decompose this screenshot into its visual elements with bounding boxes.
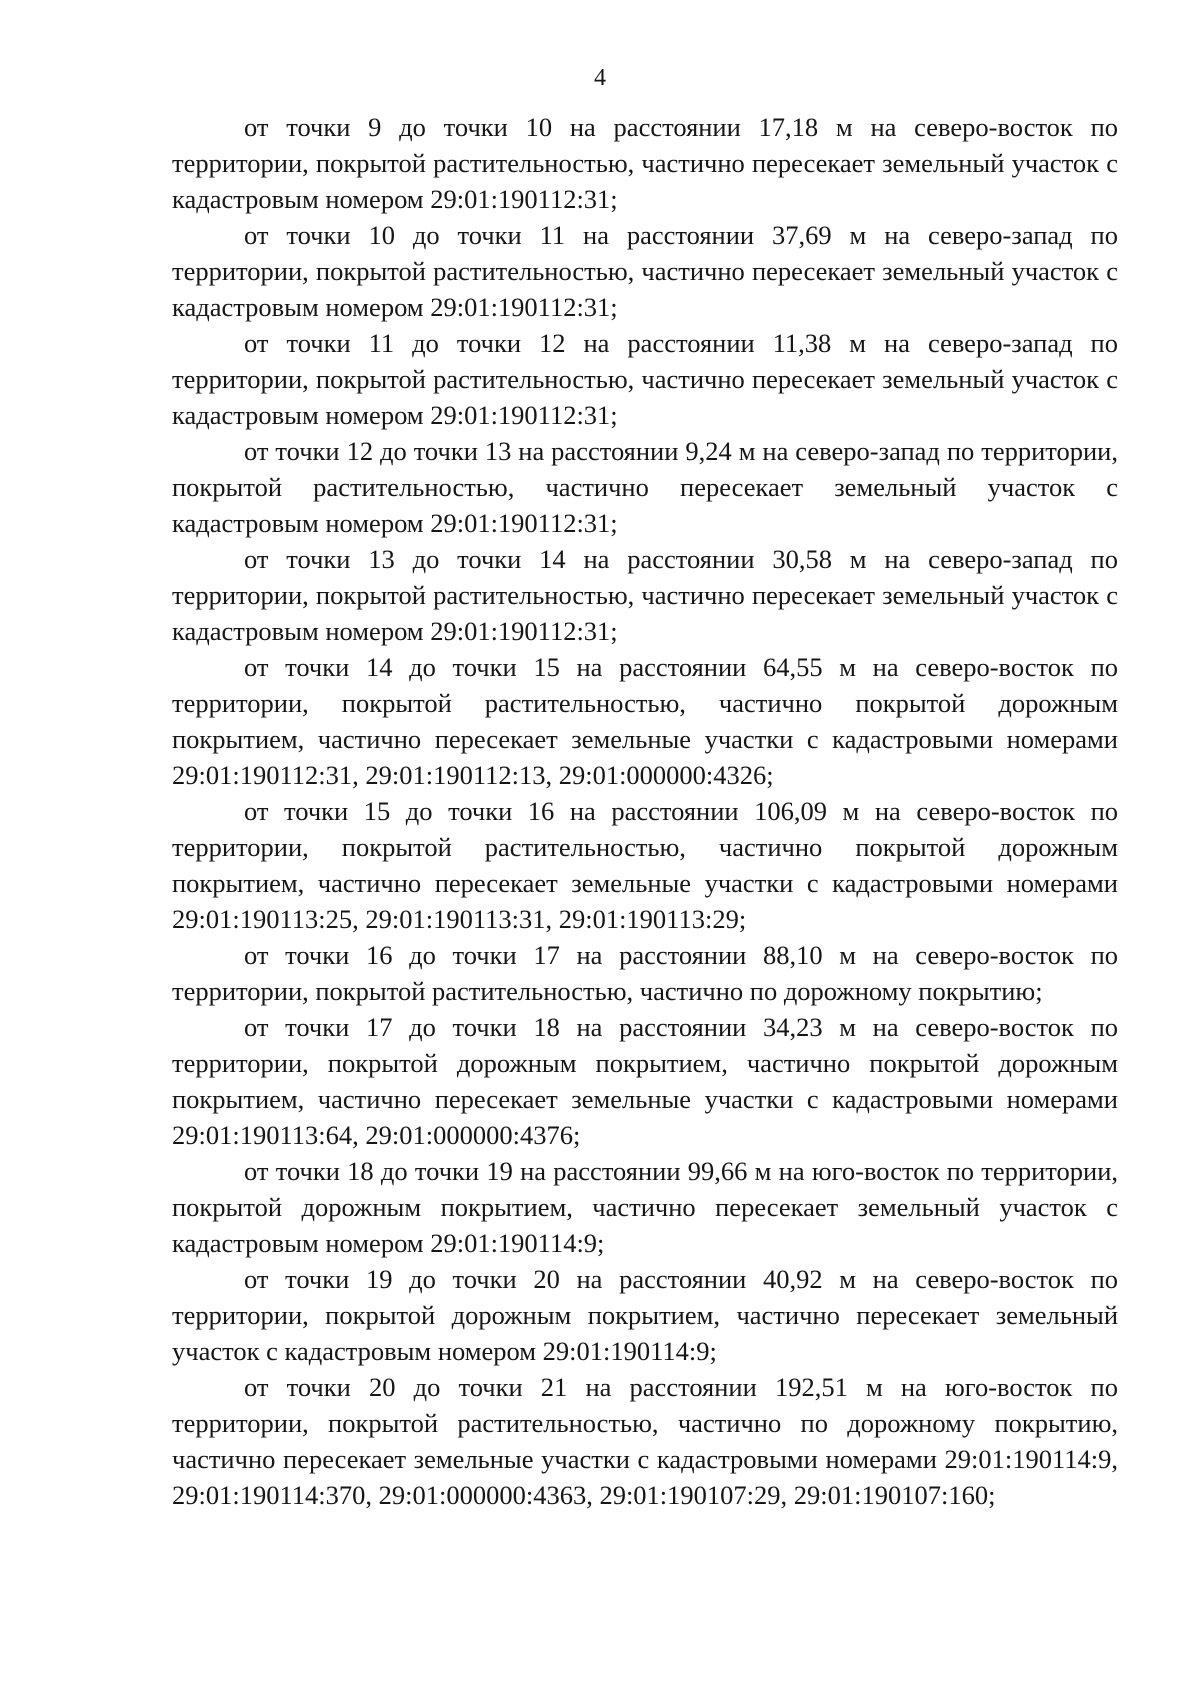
page-number: 4 — [594, 65, 606, 91]
paragraph-segment-20-21: от точки 20 до точки 21 на расстоянии 192,51 м на юго-восток по территории, покрытой растительностью, частично по дорожному покрытию, частично пересекает земельные участки с кадастровыми номерами 29:01:190114:9, 29:01:190114:370, 29:01:000000:4363, 29:01:190107:29, 29:01:190107:160; — [172, 1372, 1118, 1510]
paragraph-segment-17-18: от точки 17 до точки 18 на расстоянии 34,23 м на северо-восток по территории, покрытой дорожным покрытием, частично покрытой дорожным покрытием, частично пересекает земельные участки с кадастровыми номерами 29:01:190113:64, 29:01:000000:4376; — [172, 1012, 1118, 1150]
paragraph-segment-9-10: от точки 9 до точки 10 на расстоянии 17,18 м на северо-восток по территории, покрытой растительностью, частично пересекает земельный участок с кадастровым номером 29:01:190112:31; — [172, 112, 1118, 214]
paragraph-segment-18-19: от точки 18 до точки 19 на расстоянии 99,66 м на юго-восток по территории, покрытой дорожным покрытием, частично пересекает земельный участок с кадастровым номером 29:01:190114:9; — [172, 1156, 1118, 1258]
paragraph-segment-14-15: от точки 14 до точки 15 на расстоянии 64,55 м на северо-восток по территории, покрытой растительностью, частично покрытой дорожным покрытием, частично пересекает земельные участки с кадастровыми номерами 29:01:190112:31, 29:01:190112:13, 29:01:000000:4326; — [172, 652, 1118, 790]
paragraph-segment-12-13: от точки 12 до точки 13 на расстоянии 9,24 м на северо-запад по территории, покрытой растительностью, частично пересекает земельный участок с кадастровым номером 29:01:190112:31; — [172, 436, 1118, 538]
paragraph-segment-15-16: от точки 15 до точки 16 на расстоянии 106,09 м на северо-восток по территории, покрытой растительностью, частично покрытой дорожным покрытием, частично пересекает земельные участки с кадастровыми номерами 29:01:190113:25, 29:01:190113:31, 29:01:190113:29; — [172, 796, 1118, 934]
paragraph-segment-16-17: от точки 16 до точки 17 на расстоянии 88,10 м на северо-восток по территории, покрытой растительностью, частично по дорожному покрытию; — [172, 940, 1118, 1006]
paragraph-segment-19-20: от точки 19 до точки 20 на расстоянии 40,92 м на северо-восток по территории, покрытой дорожным покрытием, частично пересекает земельный участок с кадастровым номером 29:01:190114:9; — [172, 1264, 1118, 1366]
paragraph-segment-11-12: от точки 11 до точки 12 на расстоянии 11,38 м на северо-запад по территории, покрытой растительностью, частично пересекает земельный участок с кадастровым номером 29:01:190112:31; — [172, 328, 1118, 430]
body-text — [172, 109, 1118, 1513]
paragraph-segment-13-14: от точки 13 до точки 14 на расстоянии 30,58 м на северо-запад по территории, покрытой растительностью, частично пересекает земельный участок с кадастровым номером 29:01:190112:31; — [172, 544, 1118, 646]
paragraph-segment-10-11: от точки 10 до точки 11 на расстоянии 37,69 м на северо-запад по территории, покрытой растительностью, частично пересекает земельный участок с кадастровым номером 29:01:190112:31; — [172, 220, 1118, 322]
